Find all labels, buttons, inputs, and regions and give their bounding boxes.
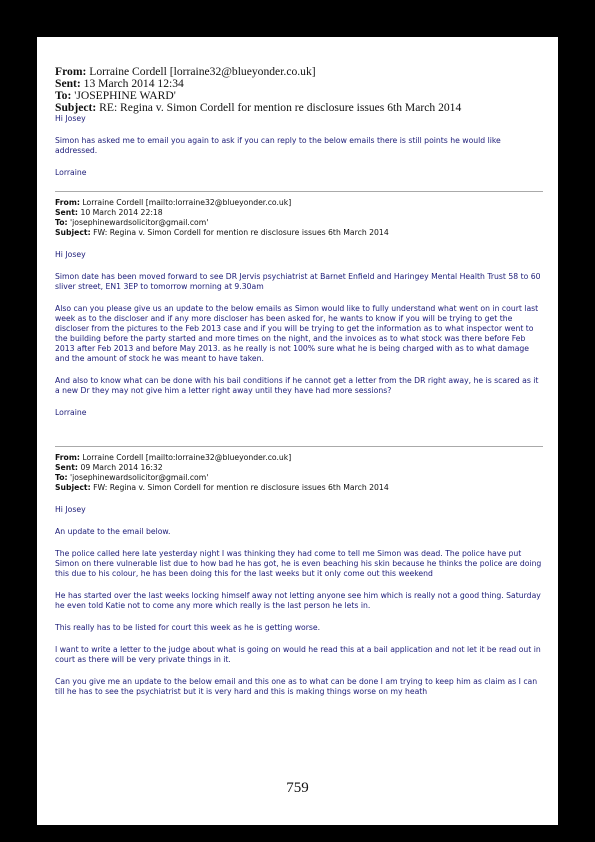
email-3-greeting: Hi Josey: [55, 504, 86, 514]
page-number: 759: [286, 780, 309, 796]
email-2-paragraph: Simon date has been moved forward to see DR Jervis psychiatrist at Barnet Enfield and Haringey Mental Health Trust 58 to 60 sliver street, EN1 3EP to tomorrow morning at 9.30am: [55, 271, 541, 291]
email-separator: [55, 191, 543, 192]
email-thread: [55, 66, 543, 697]
email-1-body: [55, 114, 543, 178]
email-3-header: [55, 453, 543, 493]
email-1-greeting: Hi Josey: [55, 113, 86, 123]
email-2-paragraph: And also to know what can be done with his bail conditions if he cannot get a letter from the DR right away, he is scared as it a new Dr they may not give him a letter right away until they have had more sessions?: [55, 375, 539, 395]
email-3-body: [55, 505, 543, 697]
email-1-paragraph: Simon has asked me to email you again to ask if you can reply to the below emails there is still points he would like addressed.: [55, 135, 501, 155]
email-2-greeting: Hi Josey: [55, 249, 86, 259]
email-1-header: [55, 66, 543, 114]
document-page: [37, 37, 558, 825]
email-separator: [55, 446, 543, 447]
email-2-header: [55, 198, 543, 238]
email-3-to: To: 'josephinewardsolicitor@gmail.com': [55, 472, 209, 482]
email-2-paragraph: Also can you please give us an update to the below emails as Simon would like to fully understand what went on in court last week as to the discloser and if any more discloser has been asked for, he wants to know if you will be trying to get the discloser from the pictures to the Feb 2013 case and if you will be trying to get the information as to what inspector went to the building before the party started and more times on the night, and the invoices as to what stock was there before Feb 2013 after Feb 2013 and before May 2013. as he really is not 100% sure what he is being charged with as to what damage and the amount of stock he was meant to have taken.: [55, 303, 539, 363]
email-3-sent: Sent: 09 March 2014 16:32: [55, 462, 163, 472]
email-3-paragraph: The police called here late yesterday night I was thinking they had come to tell me Simon was dead. The police have put Simon on there vulnerable list due to how bad he has got, he is even beaching his skin because he thinks the police are doing this due to his colour, he has been doing this for the last weeks but it only come out this weekend: [55, 548, 542, 578]
email-3-subject: Subject: FW: Regina v. Simon Cordell for mention re disclosure issues 6th March 2014: [55, 482, 389, 492]
email-1-sent: Sent: 13 March 2014 12:34: [55, 76, 184, 90]
email-1-signoff: Lorraine: [55, 167, 87, 177]
email-2-from: From: Lorraine Cordell [mailto:lorraine32@blueyonder.co.uk]: [55, 197, 292, 207]
email-2-subject: Subject: FW: Regina v. Simon Cordell for mention re disclosure issues 6th March 2014: [55, 227, 389, 237]
email-3-paragraph: Can you give me an update to the below email and this one as to what can be done I am trying to keep him as claim as I can till he has to see the psychiatrist but it is very hard and this is making things worse on my heath: [55, 676, 538, 696]
email-1-subject: Subject: RE: Regina v. Simon Cordell for mention re disclosure issues 6th March 2014: [55, 100, 462, 114]
email-2-body: [55, 250, 543, 418]
email-3-paragraph: He has started over the last weeks locking himself away not letting anyone see him which is really not a good thing. Saturday he even told Katie not to come any more which really is the last person he lets in.: [55, 590, 541, 610]
email-1-from: From: Lorraine Cordell [lorraine32@blueyonder.co.uk]: [55, 65, 316, 78]
email-3-from: From: Lorraine Cordell [mailto:lorraine32@blueyonder.co.uk]: [55, 452, 292, 462]
email-3-paragraph: I want to write a letter to the judge about what is going on would he read this at a bail application and not let it be read out in court as there will be very private things in it.: [55, 644, 541, 664]
email-1-to: To: 'JOSEPHINE WARD': [55, 88, 176, 102]
email-2-signoff: Lorraine: [55, 407, 87, 417]
email-2-to: To: 'josephinewardsolicitor@gmail.com': [55, 217, 209, 227]
email-3-paragraph: An update to the email below.: [55, 526, 171, 536]
email-2-sent: Sent: 10 March 2014 22:18: [55, 207, 163, 217]
email-3-paragraph: This really has to be listed for court this week as he is getting worse.: [55, 622, 321, 632]
